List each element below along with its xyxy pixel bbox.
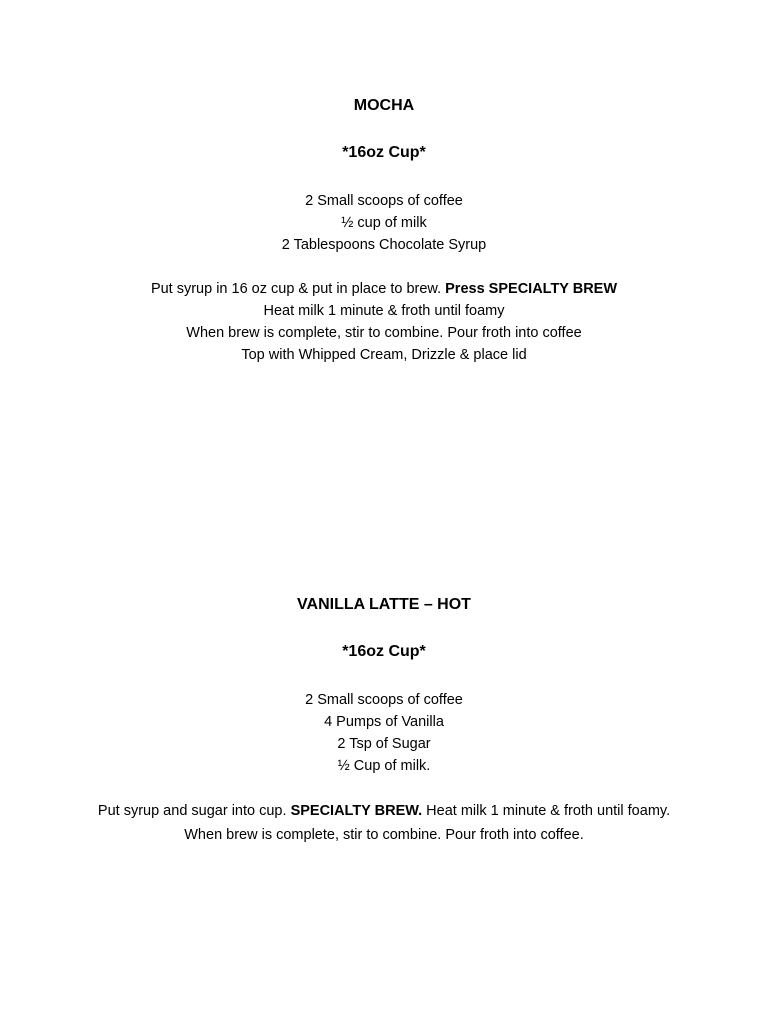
mocha-direction-line-3: When brew is complete, stir to combine. Pour froth into coffee — [186, 325, 582, 341]
vanilla-ingredients — [0, 689, 768, 777]
mocha-ingredient-2: ½ cup of milk — [341, 215, 427, 231]
mocha-cup-size: *16oz Cup* — [342, 144, 426, 161]
mocha-direction-line-4: Top with Whipped Cream, Drizzle & place lid — [241, 347, 527, 363]
vanilla-ingredient-3: 2 Tsp of Sugar — [337, 736, 431, 752]
mocha-title: MOCHA — [353, 97, 415, 114]
mocha-ingredient-1: 2 Small scoops of coffee — [305, 193, 463, 209]
vanilla-latte-recipe — [0, 594, 768, 847]
mocha-direction-line-1 — [0, 278, 768, 300]
mocha-recipe — [0, 95, 768, 366]
mocha-direction-line-1-text: Put syrup in 16 oz cup & put in place to brew. — [150, 281, 446, 297]
vanilla-direction-part-2-bold: SPECIALTY BREW. — [290, 803, 423, 819]
mocha-ingredients — [0, 190, 768, 256]
mocha-ingredient-3: 2 Tablespoons Chocolate Syrup — [281, 237, 487, 253]
vanilla-ingredient-2: 4 Pumps of Vanilla — [324, 714, 444, 730]
vanilla-title: VANILLA LATTE – HOT — [297, 596, 471, 613]
mocha-directions — [0, 278, 768, 366]
mocha-direction-line-1-bold: Press SPECIALTY BREW — [445, 281, 618, 297]
vanilla-ingredient-1: 2 Small scoops of coffee — [305, 692, 463, 708]
vanilla-direction-part-1: Put syrup and sugar into cup. — [97, 803, 291, 819]
vanilla-cup-size: *16oz Cup* — [342, 643, 426, 660]
mocha-direction-line-2: Heat milk 1 minute & froth until foamy — [263, 303, 505, 319]
vanilla-directions — [84, 799, 684, 847]
vanilla-ingredient-4: ½ Cup of milk. — [337, 758, 431, 774]
vanilla-direction-part-3: Heat milk 1 minute & froth until foamy. When brew is complete, stir to combine. Pour froth into coffee. — [184, 803, 671, 843]
